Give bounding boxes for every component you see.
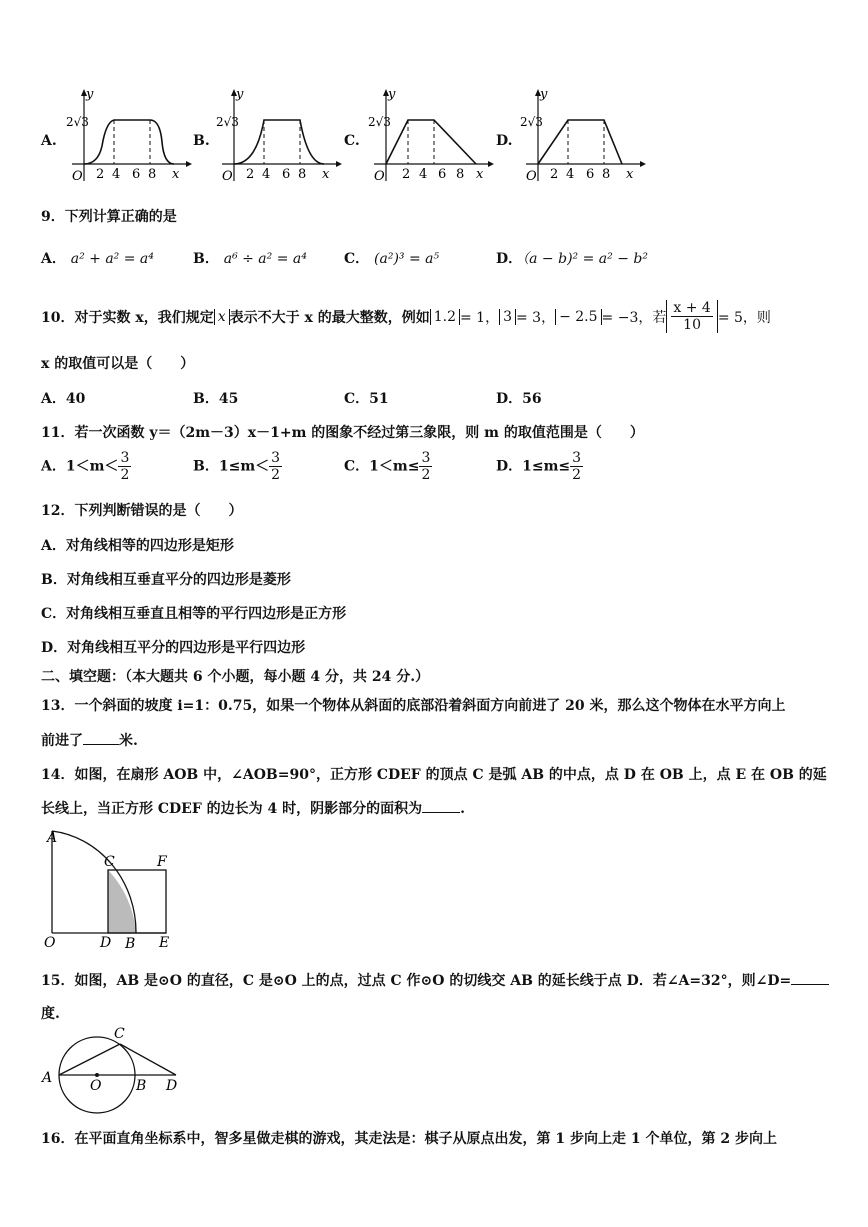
bracket-content: 3 — [503, 308, 512, 325]
x-tick: 6 — [586, 167, 595, 182]
option-text: 56 — [522, 391, 542, 407]
q10-option-a — [41, 388, 85, 408]
q9-option-d — [496, 248, 648, 268]
y-tick-label: 2√3 — [216, 115, 239, 129]
q11-stem: 11．若一次函数 y＝（2m－3）x－1+m 的图象不经过第三象限，则 m 的取值范围是（ ） — [41, 425, 644, 441]
answer-blank — [422, 812, 460, 813]
q9-option-c — [344, 248, 439, 268]
fraction — [671, 300, 712, 333]
option-inequality: 1＜m＜ — [65, 458, 119, 475]
fraction — [269, 450, 282, 483]
point-label-d: D — [100, 935, 112, 951]
fraction-numerator: x + 4 — [673, 300, 711, 316]
x-tick: 4 — [566, 167, 575, 182]
q10-option-b — [193, 388, 238, 408]
floor-bracket-fraction — [666, 300, 717, 333]
q10-option-d — [496, 388, 542, 408]
q10-stem-line2: x 的取值可以是（ ） — [41, 356, 195, 372]
y-tick-label: 2√3 — [520, 115, 543, 129]
q11-option-d — [496, 450, 583, 483]
option-text: 51 — [369, 391, 389, 407]
q9-stem: 9．下列计算正确的是 — [41, 209, 177, 225]
floor-bracket — [499, 309, 516, 325]
fraction — [570, 450, 583, 483]
point-label-c: C — [114, 1026, 125, 1042]
example-value: = 1， — [459, 309, 500, 326]
option-label: B． — [193, 391, 219, 407]
graph-option-label-b: B. — [193, 133, 210, 149]
option-text: 40 — [65, 391, 86, 407]
x-tick: 2 — [96, 167, 105, 182]
floor-bracket — [430, 309, 460, 325]
y-tick-label: 2√3 — [368, 115, 391, 129]
q12-option-b: B．对角线相互垂直平分的四边形是菱形 — [41, 572, 291, 588]
answer-blank — [83, 744, 119, 745]
option-label: C． — [344, 458, 370, 475]
option-label: C． — [344, 391, 370, 407]
point-label-e: E — [159, 935, 170, 951]
fraction-denominator: 2 — [572, 467, 582, 483]
q9-option-b — [193, 248, 307, 268]
x-axis-label: x — [626, 167, 634, 182]
option-inequality: 1≤m≤ — [522, 458, 571, 475]
option-expr: （a − b)² = a² − b² — [522, 251, 648, 267]
q14-text: . — [460, 801, 466, 817]
point-label-c: C — [104, 854, 115, 870]
option-label: B． — [193, 251, 219, 267]
point-label-a: A — [47, 830, 58, 846]
y-axis-label: y — [236, 87, 244, 102]
option-expr: a² + a² = a⁴ — [70, 251, 154, 267]
graph-option-label-d: D. — [496, 133, 513, 149]
x-axis-label: x — [476, 167, 484, 182]
graph-option-c — [364, 86, 494, 186]
q11-option-c — [344, 450, 432, 483]
option-inequality: 1＜m≤ — [369, 458, 420, 475]
fraction-numerator: 3 — [271, 450, 281, 466]
q10-stem-part: 表示不大于 x 的最大整数，例如 — [229, 309, 430, 326]
origin-label: O — [72, 169, 83, 184]
point-label-b: B — [136, 1078, 147, 1094]
x-tick: 8 — [602, 167, 611, 182]
x-tick: 8 — [298, 167, 307, 182]
x-tick: 6 — [282, 167, 291, 182]
bracket-content: 1.2 — [433, 308, 456, 325]
fraction-denominator: 2 — [271, 467, 281, 483]
x-tick: 2 — [402, 167, 411, 182]
answer-blank — [791, 984, 829, 985]
graph-option-d — [516, 86, 646, 186]
x-tick: 6 — [438, 167, 447, 182]
fraction-denominator: 2 — [120, 467, 130, 483]
option-label: A． — [41, 391, 66, 407]
q13-text: 前进了 — [41, 733, 83, 749]
y-tick-label: 2√3 — [66, 115, 89, 129]
fraction-numerator: 3 — [421, 450, 431, 466]
floor-bracket — [555, 309, 601, 325]
q12-option-c: C．对角线相互垂直且相等的平行四边形是正方形 — [41, 606, 347, 622]
option-label: C． — [344, 251, 370, 267]
fraction — [419, 450, 432, 483]
q13-text: 米. — [119, 733, 138, 749]
q14-line2 — [41, 798, 465, 818]
fraction-numerator: 3 — [572, 450, 582, 466]
point-label-o: O — [90, 1078, 102, 1094]
x-tick: 4 — [112, 167, 121, 182]
option-label: A． — [41, 458, 66, 475]
origin-label: O — [222, 169, 233, 184]
option-label: D． — [496, 458, 523, 475]
graph-option-a — [62, 86, 192, 186]
q10-stem — [41, 300, 771, 333]
section-heading: 二、填空题：（本大题共 6 个小题，每小题 4 分，共 24 分.） — [41, 669, 430, 685]
q16-line1: 16．在平面直角坐标系中，智多星做走棋的游戏，其走法是：棋子从原点出发，第 1 步向上走 1 个单位，第 2 步向上 — [41, 1131, 777, 1147]
q10-option-c — [344, 388, 389, 408]
x-tick: 2 — [550, 167, 559, 182]
fraction-denominator: 2 — [421, 467, 431, 483]
q13-line1: 13．一个斜面的坡度 i=1：0.75，如果一个物体从斜面的底部沿着斜面方向前进了 20 米，那么这个物体在水平方向上 — [41, 698, 786, 714]
y-axis-label: y — [86, 87, 94, 102]
q14-text: 长线上，当正方形 CDEF 的边长为 4 时，阴影部分的面积为 — [41, 801, 423, 817]
option-expr: a⁶ ÷ a² = a⁴ — [223, 251, 307, 267]
fraction — [118, 450, 131, 483]
q9-option-a — [41, 248, 154, 268]
point-label-o: O — [44, 935, 56, 951]
point-label-d: D — [166, 1078, 178, 1094]
q14-line1: 14．如图，在扇形 AOB 中，∠AOB=90°，正方形 CDEF 的顶点 C 是弧 AB 的中点，点 D 在 OB 上，点 E 在 OB 的延 — [41, 767, 827, 783]
point-label-a: A — [42, 1070, 53, 1086]
q15-text: 15．如图，AB 是⊙O 的直径，C 是⊙O 上的点，过点 C 作⊙O 的切线交 AB 的延长线于点 D．若∠A=32°，则∠D= — [41, 973, 792, 989]
example-value: = 5，则 — [717, 309, 771, 326]
option-label: D． — [496, 391, 523, 407]
q15-line1 — [41, 970, 829, 990]
fraction-denominator: 10 — [683, 317, 701, 333]
option-expr: (a²)³ = a⁵ — [374, 251, 440, 267]
option-inequality: 1≤m＜ — [218, 458, 270, 475]
option-label: B． — [193, 458, 219, 475]
y-axis-label: y — [540, 87, 548, 102]
q15-line2: 度. — [41, 1006, 60, 1022]
x-tick: 4 — [419, 167, 428, 182]
x-tick: 8 — [148, 167, 157, 182]
q11-option-a — [41, 450, 131, 483]
x-tick: 6 — [132, 167, 141, 182]
bracket-content: − 2.5 — [559, 308, 598, 325]
q12-option-d: D．对角线相互平分的四边形是平行四边形 — [41, 640, 306, 656]
example-value: = −3，若 — [601, 309, 667, 326]
origin-label: O — [526, 169, 537, 184]
graph-option-label-a: A. — [41, 133, 57, 149]
bracket-content: x — [217, 308, 226, 325]
point-label-f: F — [157, 854, 167, 870]
fraction-numerator: 3 — [120, 450, 130, 466]
graph-option-b — [212, 86, 342, 186]
y-axis-label: y — [388, 87, 396, 102]
q13-line2 — [41, 730, 138, 750]
example-value: = 3， — [516, 309, 556, 326]
x-axis-label: x — [172, 167, 180, 182]
x-axis-label: x — [322, 167, 330, 182]
x-tick: 2 — [246, 167, 255, 182]
q14-figure — [38, 826, 188, 952]
q12-option-a: A．对角线相等的四边形是矩形 — [41, 538, 234, 554]
q10-stem-part: 10．对于实数 x，我们规定 — [41, 309, 214, 326]
q12-stem: 12．下列判断错误的是（ ） — [41, 503, 243, 519]
option-text: 45 — [218, 391, 239, 407]
floor-bracket — [214, 309, 230, 325]
option-label: A． — [41, 251, 66, 267]
graph-option-label-c: C. — [344, 133, 360, 149]
q15-figure — [38, 1022, 188, 1117]
origin-label: O — [374, 169, 385, 184]
option-label: D． — [496, 251, 523, 267]
q11-option-b — [193, 450, 282, 483]
x-tick: 8 — [456, 167, 465, 182]
point-label-b: B — [125, 936, 136, 952]
x-tick: 4 — [262, 167, 271, 182]
